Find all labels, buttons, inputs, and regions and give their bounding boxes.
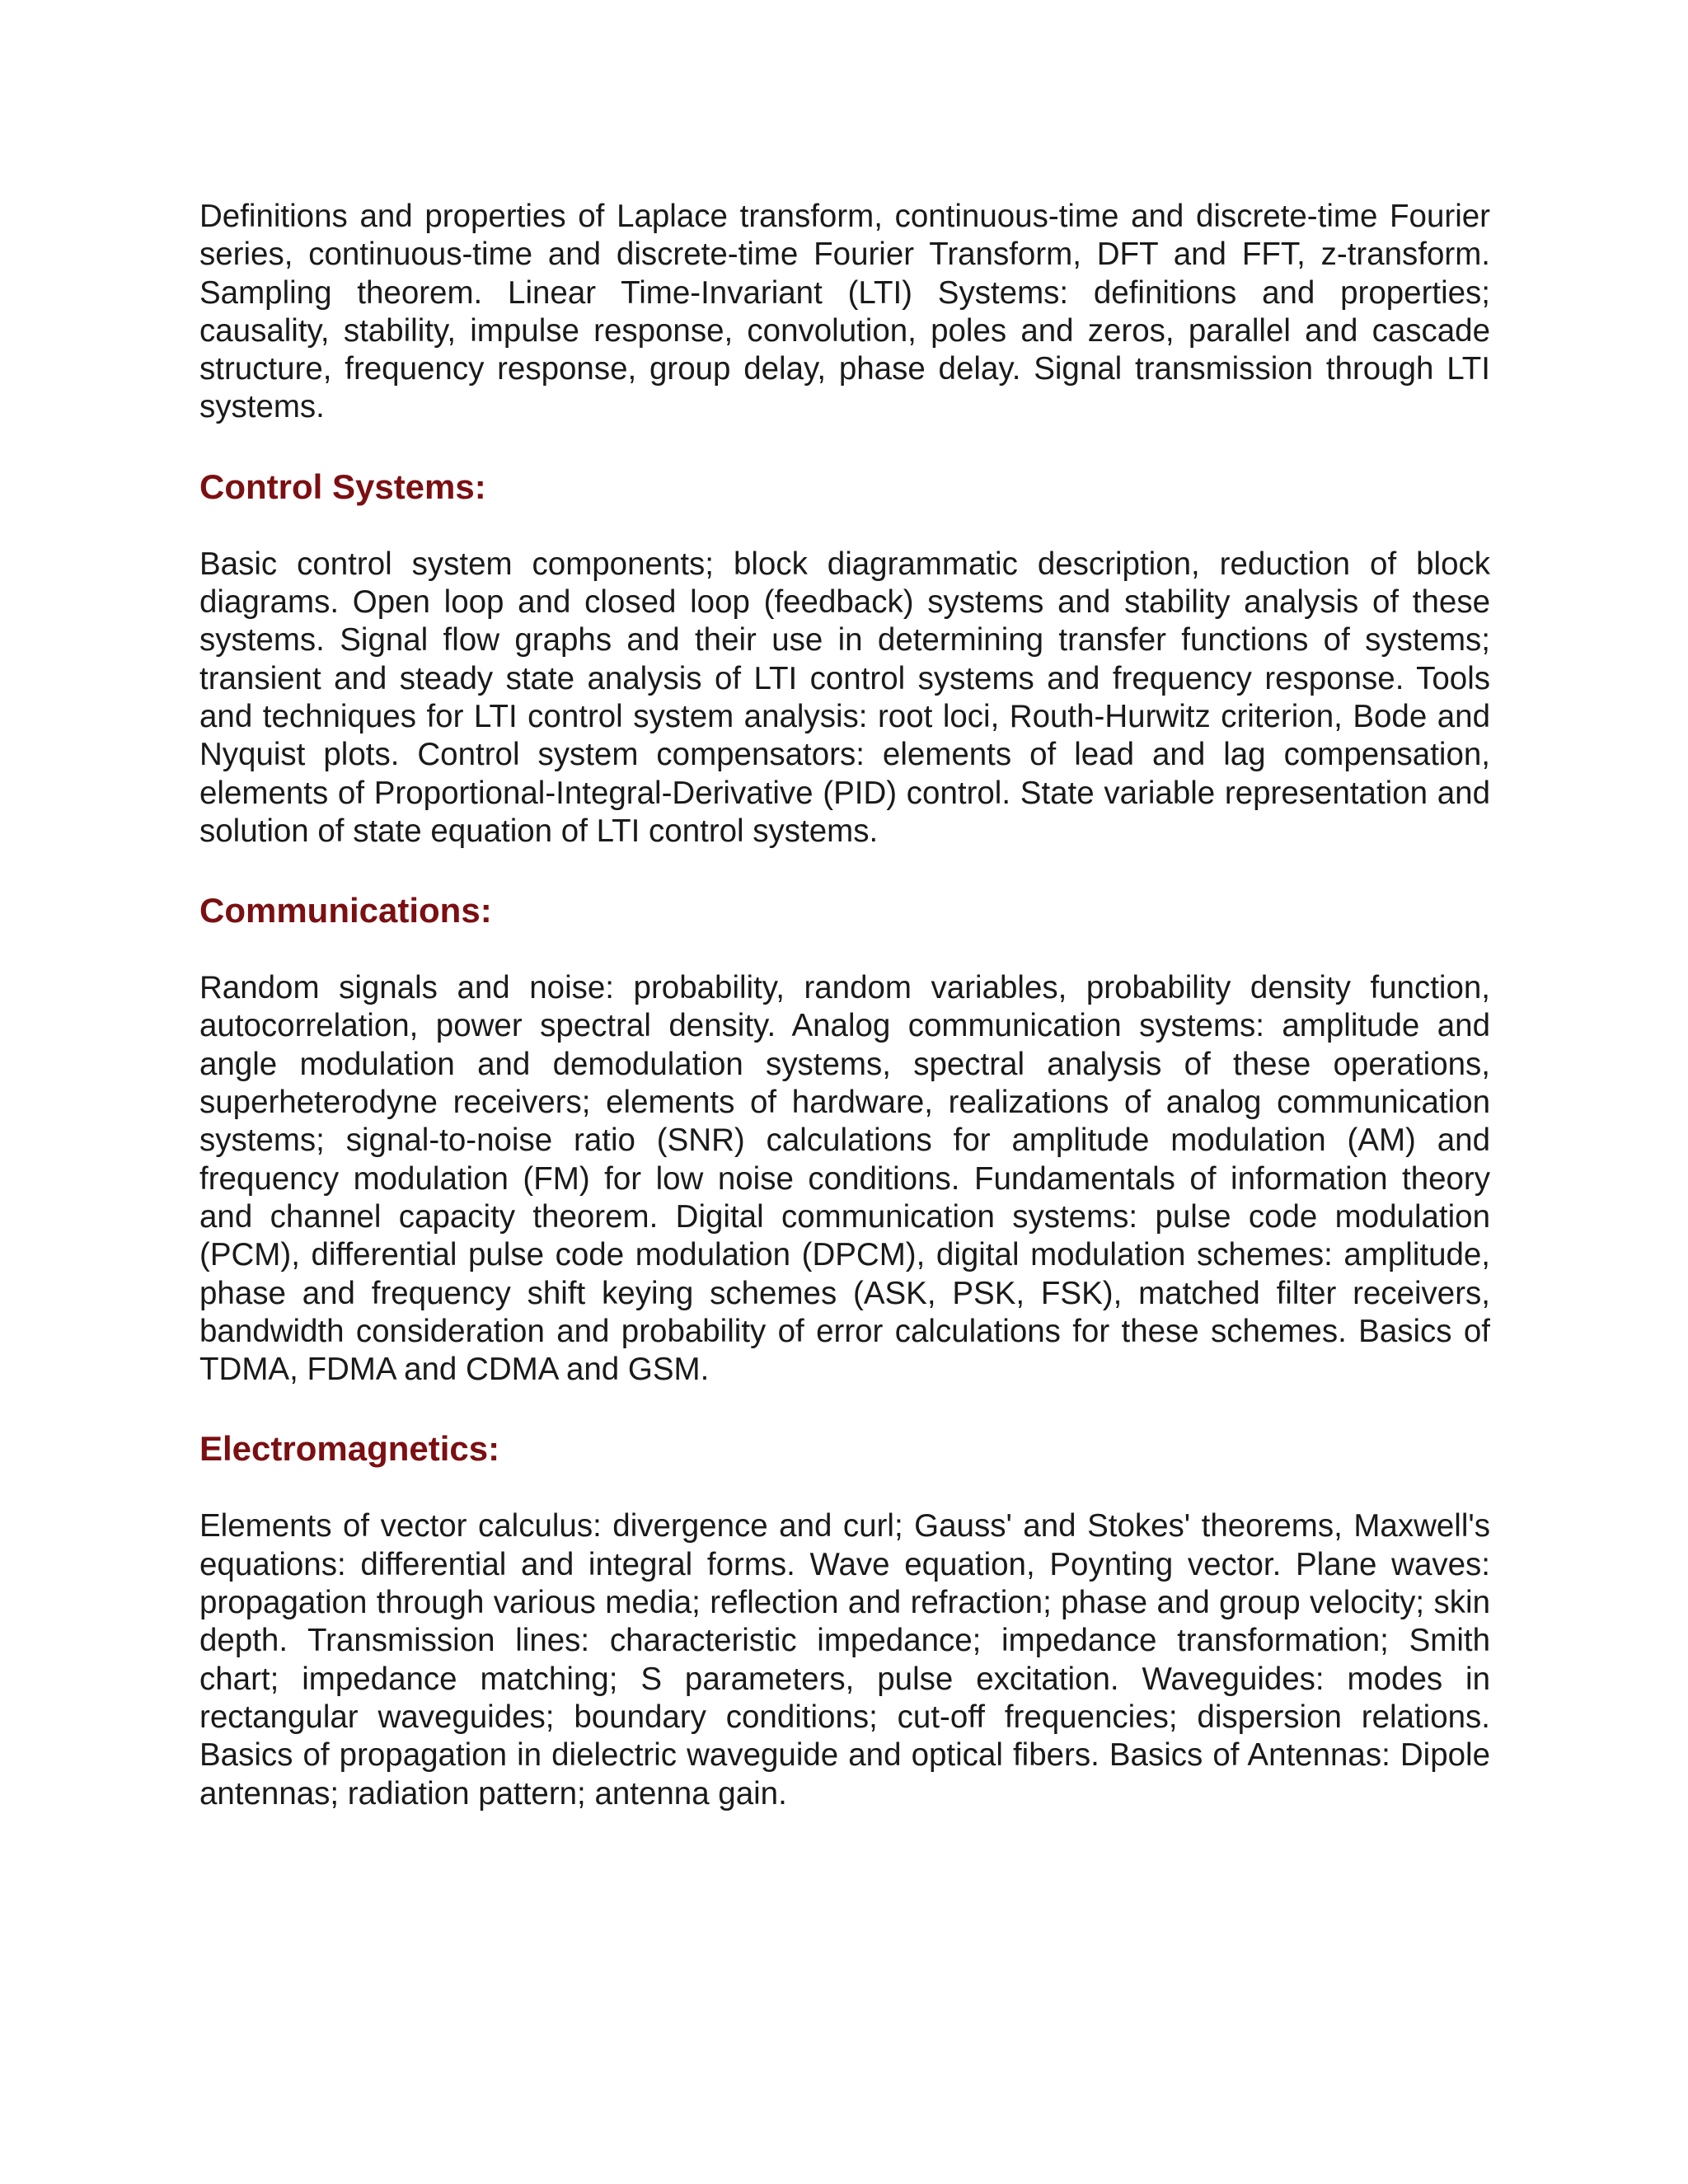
- section-heading-electromagnetics: Electromagnetics:: [199, 1429, 500, 1469]
- section-body-communications: Random signals and noise: probability, random variables, probability density function, autocorrelation, power spectral density. Analog communication systems: amplitude and angle modulation and demodulation systems, spectral analysis of these operations, superheterodyne receivers; elements of hardware, realizations of analog communication systems; signal-to-noise ratio (SNR) calculations for amplitude modulation (AM) and frequency modulation (FM) for low noise conditions. Fundamentals of information theory and channel capacity theorem. Digital communication systems: pulse code modulation (PCM), differential pulse code modulation (DPCM), digital modulation schemes: amplitude, phase and frequency shift keying schemes (ASK, PSK, FSK), matched filter receivers, bandwidth consideration and probability of error calculations for these schemes. Basics of TDMA, FDMA and CDMA and GSM.: [199, 970, 1490, 1388]
- section-body-control-systems: Basic control system components; block diagrammatic description, reduction of block diagrams. Open loop and closed loop (feedback) systems and stability analysis of these systems. Signal flow graphs and their use in determining transfer functions of systems; transient and steady state analysis of LTI control systems and frequency response. Tools and techniques for LTI control system analysis: root loci, Routh-Hurwitz criterion, Bode and Nyquist plots. Control system compensators: elements of lead and lag compensation, elements of Proportional-Integral-Derivative (PID) control. State variable representation and solution of state equation of LTI control systems.: [199, 546, 1490, 849]
- section-heading-communications: Communications:: [199, 891, 492, 930]
- intro-paragraph: Definitions and properties of Laplace transform, continuous-time and discrete-time Fourier series, continuous-time and discrete-time Fourier Transform, DFT and FFT, z-transform. Sampling theorem. Linear Time-Invariant (LTI) Systems: definitions and properties; causality, stability, impulse response, convolution, poles and zeros, parallel and cascade structure, frequency response, group delay, phase delay. Signal transmission through LTI systems.: [199, 199, 1490, 425]
- section-heading-control-systems: Control Systems:: [199, 466, 486, 506]
- section-body-electromagnetics: Elements of vector calculus: divergence and curl; Gauss' and Stokes' theorems, Maxwell's equations: differential and integral forms. Wave equation, Poynting vector. Plane waves: propagation through various media; reflection and refraction; phase and group velocity; skin depth. Transmission lines: characteristic impedance; impedance transformation; Smith chart; impedance matching; S parameters, pulse excitation. Waveguides: modes in rectangular waveguides; boundary conditions; cut-off frequencies; dispersion relations. Basics of propagation in dielectric waveguide and optical fibers. Basics of Antennas: Dipole antennas; radiation pattern; antenna gain.: [199, 1508, 1490, 1811]
- document-page: [199, 198, 1490, 1813]
